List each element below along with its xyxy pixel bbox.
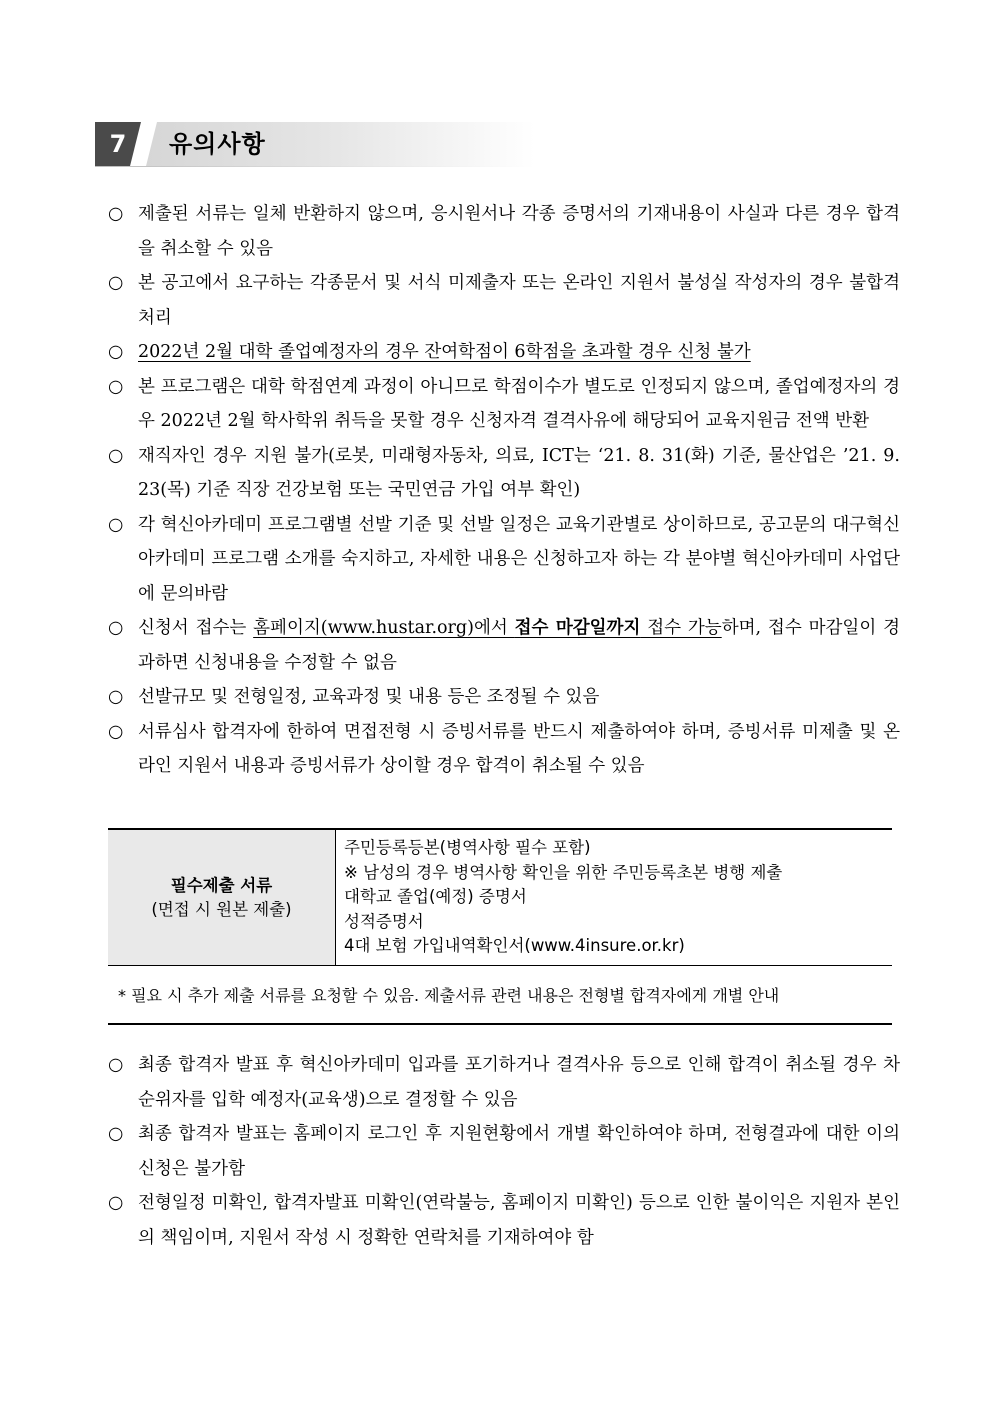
notice-item (108, 1048, 900, 1117)
notice-item (108, 197, 900, 266)
notice-text: 각 혁신아카데미 프로그램별 선발 기준 및 선발 일정은 교육기관별로 상이하므로, 공고문의 대구혁신아카데미 프로그램 소개를 숙지하고, 자세한 내용은 신청하고자 하는 각 분야별 혁신아카데미 사업단에 문의바람 (138, 514, 900, 604)
section-number: 7 (95, 122, 141, 166)
notice-text: 본 프로그램은 대학 학점연계 과정이 아니므로 학점이수가 별도로 인정되지 않으며, 졸업예정자의 경우 2022년 2월 학사학위 취득을 못할 경우 신청자격 결격사유에 해당되어 교육지원금 전액 반환 (138, 376, 900, 431)
required-documents-table (108, 828, 892, 966)
notice-text-post: 하며, 접수 마감일이 경과하면 신청내용을 수정할 수 없음 (138, 618, 900, 673)
notice-text: 본 공고에서 요구하는 각종문서 및 서식 미제출자 또는 온라인 지원서 불성실 작성자의 경우 불합격 처리 (138, 273, 900, 328)
section-title: 유의사항 (169, 130, 266, 158)
bullet-mark: ○ (108, 342, 124, 362)
section-header (95, 122, 535, 166)
notice-item (108, 370, 900, 439)
bullet-mark: ○ (108, 1193, 124, 1213)
notice-text: 최종 합격자 발표 후 혁신아카데미 입과를 포기하거나 결격사유 등으로 인해 합격이 취소될 경우 차순위자를 입학 예정자(교육생)으로 결정할 수 있음 (138, 1055, 900, 1110)
notice-item (108, 611, 900, 680)
required-documents-title: 필수제출 서류 (170, 875, 273, 895)
notice-text: 재직자인 경우 지원 불가(로봇, 미래형자동차, 의료, ICT는 ‘21. 8. 31(화) 기준, 물산업은 ’21. 9. 23(목) 기준 직장 건강보험 또는 국민연금 가입 여부 확인) (138, 445, 900, 500)
notice-text: 제출된 서류는 일체 반환하지 않으며, 응시원서나 각종 증명서의 기재내용이 사실과 다른 경우 합격을 취소할 수 있음 (138, 204, 900, 259)
section-header-rule (95, 166, 535, 167)
bullet-mark: ○ (108, 1055, 124, 1075)
bullet-mark: ○ (108, 273, 124, 293)
notice-item (108, 680, 900, 715)
required-documents-subtitle: (면접 시 원본 제출) (151, 899, 292, 919)
required-document-note: ※ 남성의 경우 병역사항 확인을 위한 주민등록초본 병행 제출 (344, 862, 783, 882)
documents-footnote: * 필요 시 추가 제출 서류를 요청할 수 있음. 제출서류 관련 내용은 전형별 합격자에게 개별 안내 (108, 979, 892, 1025)
section-header-band (95, 122, 535, 166)
required-document-item: 대학교 졸업(예정) 증명서 (344, 887, 527, 906)
required-document-item: 4대 보험 가입내역확인서(www.4insure.or.kr) (344, 936, 685, 955)
notice-item (108, 1117, 900, 1186)
homepage-link-text: 홈페이지(www.hustar.org)에서 (253, 618, 515, 638)
notice-text-underlined: 접수 가능 (640, 618, 722, 638)
bullet-mark: ○ (108, 618, 124, 638)
notice-text: 최종 합격자 발표는 홈페이지 로그인 후 지원현황에서 개별 확인하여야 하며, 전형결과에 대한 이의신청은 불가함 (138, 1124, 900, 1179)
bullet-mark: ○ (108, 376, 124, 397)
notice-list-bottom (108, 1048, 900, 1255)
bullet-mark: ○ (108, 445, 124, 466)
bullet-mark: ○ (108, 687, 124, 707)
bullet-mark: ○ (108, 204, 124, 224)
required-document-item: 성적증명서 (344, 911, 424, 931)
notice-list-top (108, 197, 900, 784)
notice-text-pre: 신청서 접수는 (138, 618, 254, 638)
notice-item (108, 335, 900, 370)
deadline-emphasis: 접수 마감일까지 (514, 618, 641, 638)
notice-item (108, 439, 900, 508)
bullet-mark: ○ (108, 721, 124, 742)
notice-item (108, 715, 900, 784)
notice-item (108, 1186, 900, 1255)
notice-text-underlined: 2022년 2월 대학 졸업예정자의 경우 잔여학점이 6학점을 초과할 경우 신청 불가 (138, 342, 751, 362)
bullet-mark: ○ (108, 1124, 124, 1144)
notice-text: 전형일정 미확인, 합격자발표 미확인(연락불능, 홈페이지 미확인) 등으로 인한 불이익은 지원자 본인의 책임이며, 지원서 작성 시 정확한 연락처를 기재하여야 함 (138, 1193, 900, 1248)
notice-item (108, 266, 900, 335)
notice-item (108, 508, 900, 612)
notice-text: 서류심사 합격자에 한하여 면접전형 시 증빙서류를 반드시 제출하여야 하며, 증빙서류 미제출 및 온라인 지원서 내용과 증빙서류가 상이할 경우 합격이 취소될 수 있음 (138, 721, 900, 776)
notice-text: 선발규모 및 전형일정, 교육과정 및 내용 등은 조정될 수 있음 (138, 687, 600, 707)
required-documents-list (336, 830, 892, 965)
bullet-mark: ○ (108, 514, 124, 535)
required-documents-header (108, 830, 336, 965)
required-document-item: 주민등록등본(병역사항 필수 포함) (344, 838, 591, 857)
